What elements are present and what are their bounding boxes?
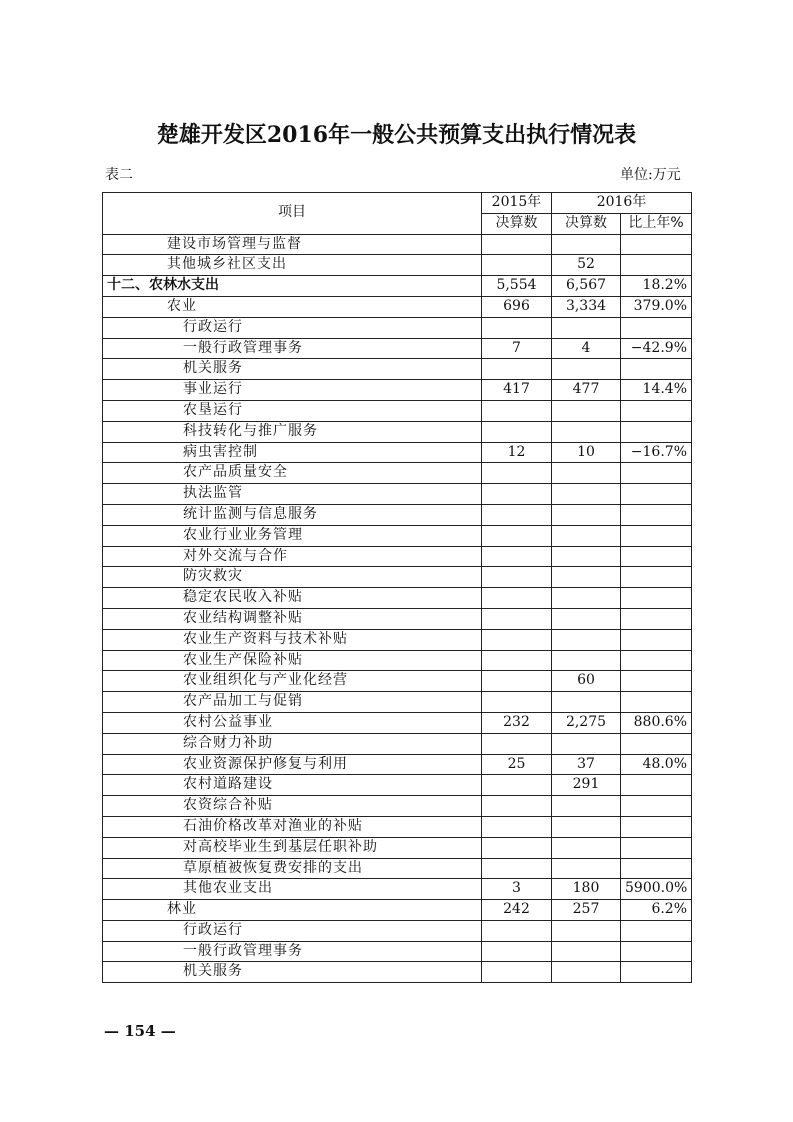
row-value-2015 (482, 629, 552, 650)
row-item-name: 农业生产资料与技术补贴 (103, 629, 482, 650)
row-value-2015 (482, 525, 552, 546)
row-change-percent (621, 941, 692, 962)
row-value-2016: 6,567 (552, 276, 621, 297)
table-row (103, 900, 692, 921)
row-value-2015: 12 (482, 442, 552, 463)
header-final-2015: 决算数 (482, 213, 552, 234)
row-value-2016 (552, 400, 621, 421)
row-value-2016 (552, 816, 621, 837)
row-change-percent (621, 504, 692, 525)
row-item-name: 农业 (103, 296, 482, 317)
row-item-name: 农村道路建设 (103, 775, 482, 796)
row-item-name: 其他农业支出 (103, 879, 482, 900)
row-item-name: 一般行政管理事务 (103, 941, 482, 962)
table-row (103, 421, 692, 442)
row-change-percent (621, 692, 692, 713)
row-value-2015: 7 (482, 338, 552, 359)
table-body (103, 234, 692, 983)
row-value-2016: 10 (552, 442, 621, 463)
table-row (103, 920, 692, 941)
table-row (103, 359, 692, 380)
row-value-2015: 242 (482, 900, 552, 921)
row-change-percent (621, 463, 692, 484)
row-item-name: 建设市场管理与监督 (103, 234, 482, 255)
row-item-name: 农村公益事业 (103, 712, 482, 733)
row-item-name: 行政运行 (103, 920, 482, 941)
row-item-name: 石油价格改革对渔业的补贴 (103, 816, 482, 837)
row-change-percent: 14.4% (621, 380, 692, 401)
row-value-2015: 696 (482, 296, 552, 317)
row-item-name: 其他城乡社区支出 (103, 255, 482, 276)
row-value-2015 (482, 463, 552, 484)
table-row (103, 567, 692, 588)
row-change-percent (621, 650, 692, 671)
row-value-2015: 25 (482, 754, 552, 775)
row-change-percent (621, 567, 692, 588)
table-row (103, 941, 692, 962)
table-row (103, 650, 692, 671)
row-value-2016: 257 (552, 900, 621, 921)
table-row (103, 837, 692, 858)
row-value-2016: 37 (552, 754, 621, 775)
table-row (103, 317, 692, 338)
row-value-2015 (482, 400, 552, 421)
row-value-2016 (552, 608, 621, 629)
row-change-percent (621, 837, 692, 858)
table-row (103, 775, 692, 796)
table-row (103, 879, 692, 900)
row-change-percent (621, 317, 692, 338)
row-item-name: 农垦运行 (103, 400, 482, 421)
row-item-name: 行政运行 (103, 317, 482, 338)
row-change-percent (621, 525, 692, 546)
row-item-name: 一般行政管理事务 (103, 338, 482, 359)
table-row (103, 276, 692, 297)
row-change-percent (621, 255, 692, 276)
row-change-percent: 6.2% (621, 900, 692, 921)
row-change-percent: 48.0% (621, 754, 692, 775)
row-value-2015 (482, 920, 552, 941)
row-value-2015 (482, 650, 552, 671)
row-value-2016 (552, 234, 621, 255)
row-value-2015 (482, 941, 552, 962)
row-change-percent (621, 608, 692, 629)
row-value-2016 (552, 484, 621, 505)
table-row (103, 712, 692, 733)
header-final-2016: 决算数 (552, 213, 621, 234)
table-label: 表二 (105, 167, 133, 183)
row-value-2015 (482, 317, 552, 338)
row-value-2015 (482, 608, 552, 629)
row-value-2015: 417 (482, 380, 552, 401)
table-row (103, 504, 692, 525)
row-item-name: 农资综合补贴 (103, 796, 482, 817)
row-value-2016 (552, 421, 621, 442)
row-change-percent: −16.7% (621, 442, 692, 463)
row-change-percent (621, 359, 692, 380)
unit-label: 单位:万元 (620, 167, 681, 183)
row-value-2016 (552, 504, 621, 525)
row-item-name: 机关服务 (103, 359, 482, 380)
table-row (103, 796, 692, 817)
row-item-name: 十二、农林水支出 (103, 276, 482, 297)
row-value-2016 (552, 858, 621, 879)
row-change-percent (621, 588, 692, 609)
table-row (103, 733, 692, 754)
row-change-percent (621, 546, 692, 567)
table-row (103, 608, 692, 629)
document-title: 楚雄开发区2016年一般公共预算支出执行情况表 (156, 122, 637, 148)
row-change-percent: 880.6% (621, 712, 692, 733)
row-value-2016 (552, 629, 621, 650)
row-change-percent (621, 858, 692, 879)
row-change-percent (621, 775, 692, 796)
row-item-name: 农业生产保险补贴 (103, 650, 482, 671)
table-row (103, 463, 692, 484)
row-change-percent (621, 796, 692, 817)
row-change-percent (621, 421, 692, 442)
table-row (103, 671, 692, 692)
row-item-name: 草原植被恢复费安排的支出 (103, 858, 482, 879)
table-row (103, 296, 692, 317)
row-change-percent (621, 234, 692, 255)
row-item-name: 防灾救灾 (103, 567, 482, 588)
table-row (103, 546, 692, 567)
row-value-2015: 232 (482, 712, 552, 733)
row-value-2016 (552, 463, 621, 484)
table-row (103, 400, 692, 421)
page-number: — 154 — (104, 1022, 176, 1040)
row-value-2015 (482, 421, 552, 442)
row-value-2016 (552, 567, 621, 588)
row-value-2016 (552, 525, 621, 546)
row-value-2016 (552, 941, 621, 962)
row-value-2015 (482, 546, 552, 567)
row-item-name: 农业资源保护修复与利用 (103, 754, 482, 775)
row-item-name: 病虫害控制 (103, 442, 482, 463)
row-change-percent (621, 629, 692, 650)
row-item-name: 对外交流与合作 (103, 546, 482, 567)
row-item-name: 农业行业业务管理 (103, 525, 482, 546)
row-value-2015 (482, 837, 552, 858)
row-value-2016 (552, 317, 621, 338)
row-value-2016: 2,275 (552, 712, 621, 733)
table-row (103, 692, 692, 713)
table-row (103, 338, 692, 359)
row-value-2016 (552, 588, 621, 609)
row-value-2015 (482, 234, 552, 255)
row-value-2016 (552, 733, 621, 754)
row-item-name: 稳定农民收入补贴 (103, 588, 482, 609)
table-row (103, 629, 692, 650)
row-change-percent (621, 920, 692, 941)
table-row (103, 525, 692, 546)
row-item-name: 综合财力补助 (103, 733, 482, 754)
row-item-name: 农产品质量安全 (103, 463, 482, 484)
row-value-2015 (482, 962, 552, 983)
header-change: 比上年% (621, 213, 692, 234)
row-value-2015 (482, 484, 552, 505)
row-item-name: 事业运行 (103, 380, 482, 401)
row-value-2016: 60 (552, 671, 621, 692)
table-row (103, 442, 692, 463)
row-value-2016 (552, 692, 621, 713)
row-value-2016 (552, 359, 621, 380)
row-value-2016: 291 (552, 775, 621, 796)
row-value-2016: 4 (552, 338, 621, 359)
row-change-percent: −42.9% (621, 338, 692, 359)
header-year-2016: 2016年 (552, 193, 692, 214)
row-change-percent (621, 671, 692, 692)
row-value-2016: 52 (552, 255, 621, 276)
row-item-name: 农业结构调整补贴 (103, 608, 482, 629)
row-value-2015 (482, 775, 552, 796)
table-row (103, 588, 692, 609)
row-item-name: 统计监测与信息服务 (103, 504, 482, 525)
table-row (103, 754, 692, 775)
row-value-2016 (552, 546, 621, 567)
table-row (103, 234, 692, 255)
row-value-2016 (552, 796, 621, 817)
row-value-2015 (482, 504, 552, 525)
row-value-2015 (482, 359, 552, 380)
row-value-2016 (552, 920, 621, 941)
row-value-2015 (482, 671, 552, 692)
header-year-2015: 2015年 (482, 193, 552, 214)
row-change-percent: 379.0% (621, 296, 692, 317)
row-change-percent (621, 816, 692, 837)
row-value-2016: 477 (552, 380, 621, 401)
row-item-name: 农业组织化与产业化经营 (103, 671, 482, 692)
table-row (103, 962, 692, 983)
row-value-2015 (482, 692, 552, 713)
row-value-2015 (482, 567, 552, 588)
row-item-name: 林业 (103, 900, 482, 921)
row-value-2015 (482, 858, 552, 879)
row-item-name: 农产品加工与促销 (103, 692, 482, 713)
row-value-2015 (482, 588, 552, 609)
expenditure-table (102, 192, 692, 983)
row-item-name: 机关服务 (103, 962, 482, 983)
row-value-2015 (482, 255, 552, 276)
row-item-name: 执法监管 (103, 484, 482, 505)
table-row (103, 380, 692, 401)
row-value-2016: 180 (552, 879, 621, 900)
row-value-2015: 5,554 (482, 276, 552, 297)
row-item-name: 科技转化与推广服务 (103, 421, 482, 442)
row-value-2016: 3,334 (552, 296, 621, 317)
row-change-percent (621, 400, 692, 421)
table-row (103, 255, 692, 276)
table-row (103, 484, 692, 505)
row-value-2015: 3 (482, 879, 552, 900)
row-change-percent: 18.2% (621, 276, 692, 297)
row-value-2016 (552, 837, 621, 858)
header-item: 项目 (103, 193, 482, 235)
row-change-percent (621, 484, 692, 505)
row-change-percent (621, 733, 692, 754)
table-row (103, 858, 692, 879)
row-change-percent: 5900.0% (621, 879, 692, 900)
row-value-2016 (552, 650, 621, 671)
row-value-2016 (552, 962, 621, 983)
row-value-2015 (482, 816, 552, 837)
table-row (103, 816, 692, 837)
row-value-2015 (482, 733, 552, 754)
row-value-2015 (482, 796, 552, 817)
row-item-name: 对高校毕业生到基层任职补助 (103, 837, 482, 858)
row-change-percent (621, 962, 692, 983)
